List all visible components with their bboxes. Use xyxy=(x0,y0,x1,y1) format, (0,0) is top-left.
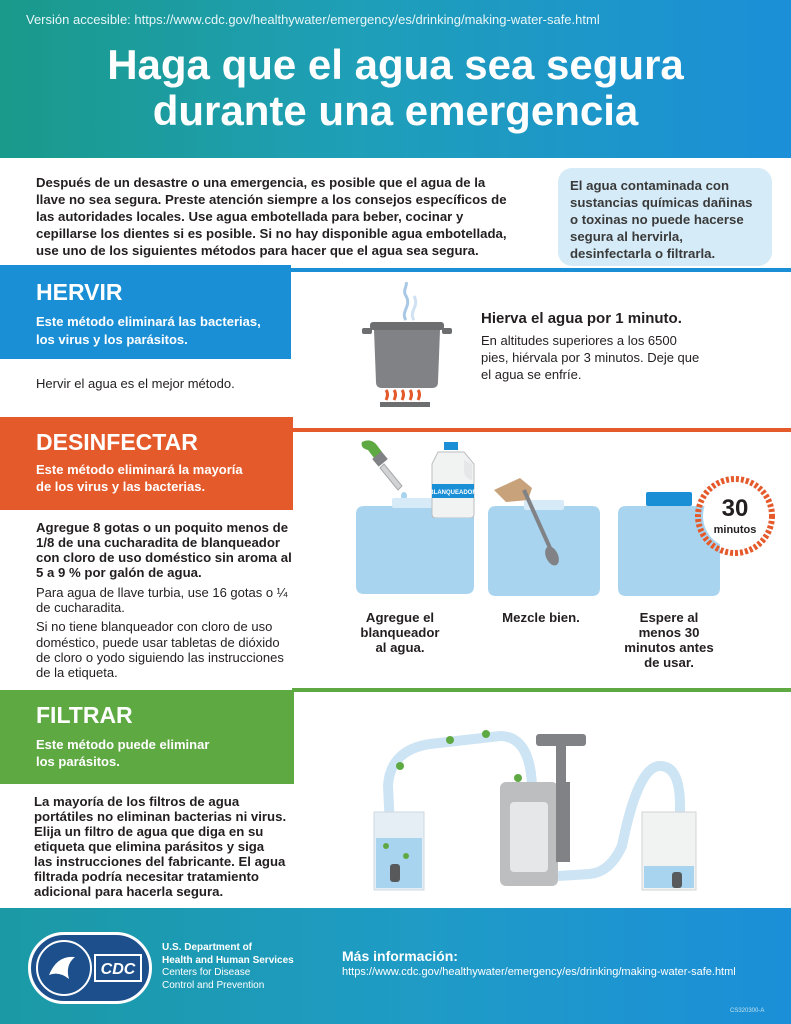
stirring-container-illustration xyxy=(484,474,604,598)
bleach-label: BLANQUEADOR xyxy=(429,490,477,496)
intro-line: llave no sea segura. Preste atención siempre a los consejos específicos de xyxy=(36,192,507,207)
hhs-cdc-logo[interactable] xyxy=(28,932,152,1004)
filtrar-text-line: portátiles no eliminan bacterias ni virus. xyxy=(34,809,287,824)
desinfectar-title: DESINFECTAR xyxy=(36,429,198,455)
step-add-bleach xyxy=(340,610,460,655)
hervir-best-method: Hervir el agua es el mejor método. xyxy=(36,376,235,391)
header-banner xyxy=(0,0,791,158)
desinfectar-text-line: de la etiqueta. xyxy=(36,665,118,680)
filtrar-text-line: adicional para hacerla segura. xyxy=(34,884,224,899)
dept-line: U.S. Department of xyxy=(162,942,253,953)
filtrar-subtitle-line: los parásitos. xyxy=(36,754,120,769)
callout-line: El agua contaminada con xyxy=(570,178,730,193)
desinfectar-text-line: 1/8 de una cucharadita de blanqueador xyxy=(36,535,281,550)
desinfectar-text-line: de cloro o yodo siguiendo las instrucciones xyxy=(36,650,284,665)
dept-line: Control and Prevention xyxy=(162,979,265,991)
dept-line: Centers for Disease xyxy=(162,967,251,978)
page-title-line2: durante una emergencia xyxy=(152,87,639,134)
document-code: CS320300-A xyxy=(730,1008,765,1014)
filtrar-text-line: La mayoría de los filtros de agua xyxy=(34,794,240,809)
desinfectar-text-line: Agregue 8 gotas o un poquito menos de xyxy=(36,520,289,535)
dept-line: Health and Human Services xyxy=(162,954,294,966)
step-caption-line: Mezcle bien. xyxy=(502,610,580,625)
desinfectar-rule xyxy=(290,428,791,432)
desinfectar-text-line: de cucharadita. xyxy=(36,600,125,615)
callout-line: desinfectarla o filtrarla. xyxy=(570,246,716,261)
step-mix xyxy=(480,610,602,625)
hervir-body-line: pies, hiérvala por 3 minutos. Deje que xyxy=(481,350,700,365)
hhs-eagle-icon xyxy=(31,935,149,1001)
filtrar-title: FILTRAR xyxy=(36,702,133,728)
step-caption-line: Agregue el xyxy=(365,610,435,625)
warning-callout xyxy=(558,168,772,266)
desinfectar-text-line: Si no tiene blanqueador con cloro de uso xyxy=(36,619,273,634)
timer-30-icon xyxy=(693,474,777,558)
footer-banner xyxy=(0,908,791,1024)
callout-line: o toxinas no puede hacerse xyxy=(570,212,744,227)
step-caption-line: minutos antes xyxy=(624,640,714,655)
more-info-link[interactable]: https://www.cdc.gov/healthywater/emergency/es/drinking/making-water-safe.html xyxy=(342,966,736,978)
step-caption-line: blanqueador xyxy=(360,625,440,640)
hervir-body-line: En altitudes superiores a los 6500 xyxy=(481,333,677,348)
hervir-subtitle-line: los virus y los parásitos. xyxy=(36,332,188,347)
step-caption-line: Espere al xyxy=(639,610,699,625)
filtrar-text-line: filtrada podría necesitar tratamiento xyxy=(34,869,259,884)
filtrar-text-line: las instrucciones del fabricante. El agua xyxy=(34,854,286,869)
page-title-line1: Haga que el agua sea segura xyxy=(107,41,684,88)
callout-line: segura al hervirla, xyxy=(570,229,683,244)
more-info-heading: Más información: xyxy=(342,948,458,964)
hervir-subtitle-line: Este método eliminará las bacterias, xyxy=(36,314,261,329)
timer-unit: minutos xyxy=(713,524,757,536)
hervir-rule xyxy=(290,268,791,272)
desinfectar-text-line: Para agua de llave turbia, use 16 gotas o ¼ xyxy=(36,585,288,600)
department-name xyxy=(162,942,294,992)
hervir-body-line: el agua se enfríe. xyxy=(481,367,582,382)
hervir-band xyxy=(0,265,291,359)
intro-paragraph xyxy=(36,174,546,259)
step-wait xyxy=(606,610,732,670)
filtrar-text-line: etiqueta que elimina parásitos y siga xyxy=(34,839,265,854)
hervir-title: HERVIR xyxy=(36,279,123,305)
cdc-logo-text: CDC xyxy=(100,961,136,978)
step-caption-line: al agua. xyxy=(375,640,425,655)
step-caption-line: menos 30 xyxy=(638,625,700,640)
desinfectar-subtitle-line: Este método eliminará la mayoría xyxy=(36,462,243,477)
desinfectar-subtitle-line: de los virus y las bacterias. xyxy=(36,479,206,494)
intro-line: las autoridades locales. Use agua embotellada para beber, cocinar y xyxy=(36,209,464,224)
hervir-heading: Hierva el agua por 1 minuto. xyxy=(481,310,682,327)
desinfectar-text-line: con cloro de uso doméstico sin aroma al xyxy=(36,550,292,565)
desinfectar-text-line: 5 a 9 % por galón de agua. xyxy=(36,565,202,580)
desinfectar-text-line: doméstico, puede usar tabletas de dióxido xyxy=(36,635,280,650)
filtrar-text-line: Elija un filtro de agua que diga en su xyxy=(34,824,264,839)
timer-number: 30 xyxy=(721,495,749,522)
intro-line: Después de un desastre o una emergencia, es posible que el agua de la xyxy=(36,175,486,190)
desinfectar-band xyxy=(0,417,293,510)
filtrar-band xyxy=(0,690,294,784)
water-filter-pump-illustration xyxy=(360,726,710,896)
callout-line: sustancias químicas dañinas xyxy=(570,195,753,210)
filtrar-subtitle-line: Este método puede eliminar xyxy=(36,737,210,752)
filtrar-rule xyxy=(292,688,791,692)
boiling-pot-icon xyxy=(360,282,460,412)
step-caption-line: de usar. xyxy=(644,655,694,670)
intro-line: use uno de los siguientes métodos para hacer que el agua sea segura. xyxy=(36,243,479,258)
intro-line: cepillarse los dientes si es posible. Si no hay disponible agua embotellada, xyxy=(36,226,507,241)
bleach-bottle-icon xyxy=(428,440,478,518)
accessible-version-text[interactable]: Versión accesible: https://www.cdc.gov/healthywater/emergency/es/drinking/making-water-safe.html xyxy=(26,12,600,27)
